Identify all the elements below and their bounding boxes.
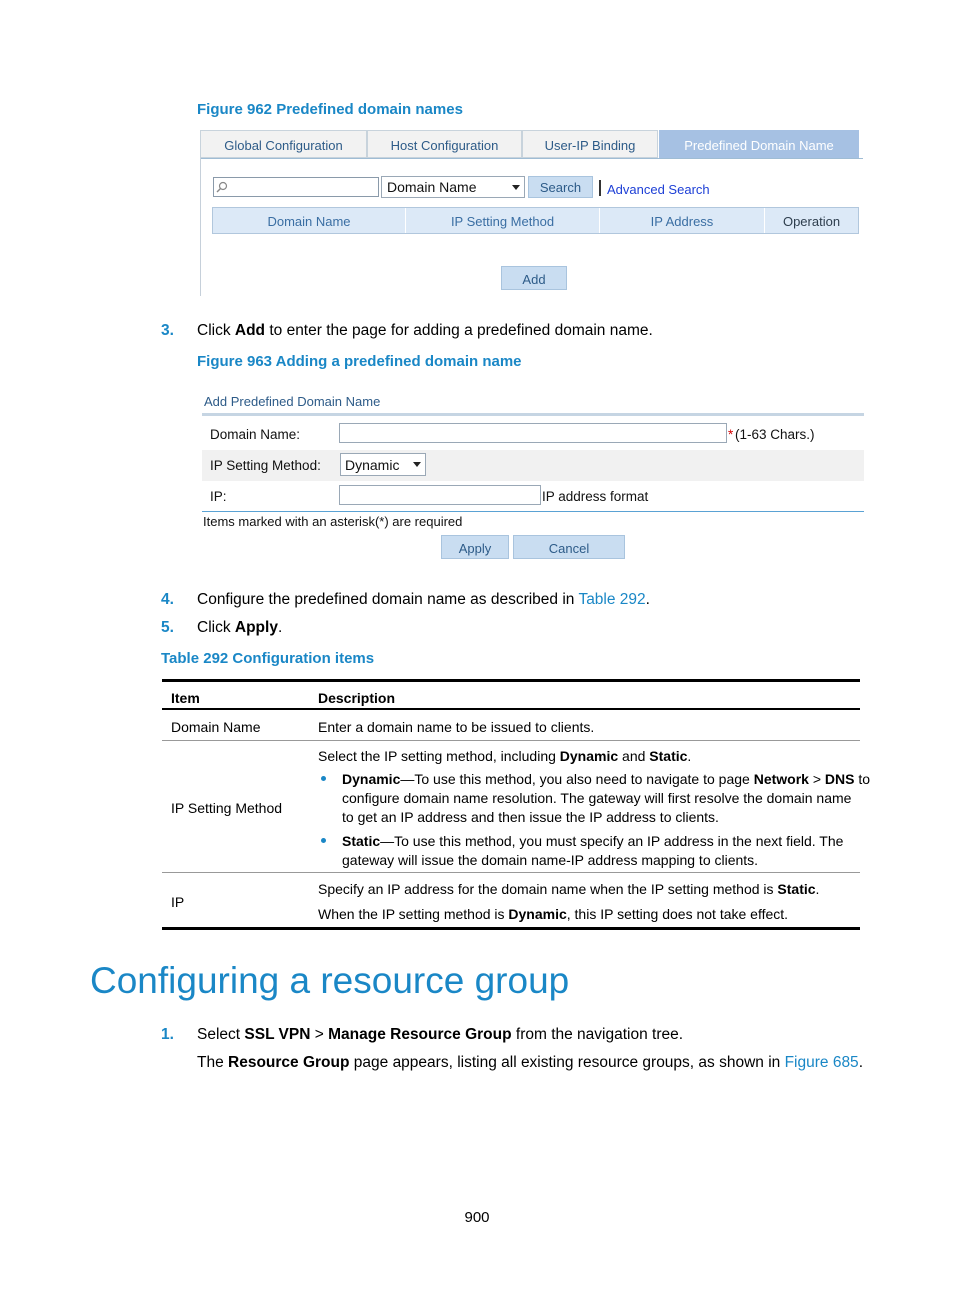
search-field-select[interactable] xyxy=(381,176,525,198)
tab-predefined-domain-name[interactable]: Predefined Domain Name xyxy=(659,130,859,158)
ip-setting-method-select[interactable] xyxy=(340,453,426,476)
step-text: Click xyxy=(197,619,235,636)
domain-table-header xyxy=(212,207,859,234)
figure-963-caption: Figure 963 Adding a predefined domain name xyxy=(197,353,522,370)
step-number: 1. xyxy=(161,1026,174,1043)
row-desc-ip-setting-intro: Select the IP setting method, including Dynamic and Static. xyxy=(318,748,692,764)
tab-bar xyxy=(200,130,863,159)
form-title: Add Predefined Domain Name xyxy=(204,394,381,409)
dynamic-bullet-line-2: configure domain name resolution. The gateway will first resolve the domain name xyxy=(342,790,852,806)
col-ip-address[interactable]: IP Address xyxy=(600,208,765,233)
step-number: 4. xyxy=(161,591,174,608)
static-bullet-line-2: gateway will issue the domain name-IP address mapping to clients. xyxy=(342,852,759,868)
required-note: Items marked with an asterisk(*) are required xyxy=(203,514,463,529)
search-icon xyxy=(216,181,228,193)
step-text: Select xyxy=(197,1026,245,1043)
title-rule xyxy=(202,413,864,416)
col-operation: Operation xyxy=(782,214,841,229)
step-text: . xyxy=(858,1054,863,1071)
static-bullet-line-1: Static—To use this method, you must specify an IP address in the next field. The xyxy=(342,833,844,849)
chevron-down-icon xyxy=(512,185,520,190)
table-top-rule xyxy=(162,679,860,682)
step-bold: Resource Group xyxy=(228,1054,350,1071)
search-field-value: Domain Name xyxy=(387,179,477,195)
ip-row xyxy=(202,481,864,512)
ip-setting-method-row xyxy=(202,450,864,481)
ip-setting-method-value: Dynamic xyxy=(345,457,400,473)
header-description: Description xyxy=(318,690,396,706)
tab-user-ip-binding[interactable]: User-IP Binding xyxy=(522,130,658,158)
step-text: . xyxy=(645,591,650,608)
advanced-search-link[interactable]: Advanced Search xyxy=(607,182,710,197)
header-rule xyxy=(162,708,860,710)
section-heading: Configuring a resource group xyxy=(90,960,570,1001)
step-bold: SSL VPN xyxy=(244,1026,311,1043)
table-292-link[interactable]: Table 292 xyxy=(578,591,646,608)
predefined-domain-names-figure xyxy=(200,130,863,296)
step-text: to enter the page for adding a predefined domain name. xyxy=(265,322,653,339)
ip-label: IP: xyxy=(210,489,227,504)
page-number: 900 xyxy=(464,1209,490,1226)
row-item-ip: IP xyxy=(171,894,185,910)
step-text: > xyxy=(310,1026,329,1043)
table-bottom-rule xyxy=(162,927,860,930)
step-bold: Add xyxy=(234,322,266,339)
row-divider xyxy=(162,872,860,873)
domain-name-label: Domain Name: xyxy=(210,427,301,442)
bullet-icon xyxy=(321,776,326,781)
ip-hint: IP address format xyxy=(542,489,649,504)
step-text: Configure the predefined domain name as described in xyxy=(197,591,579,608)
panel-left-border xyxy=(200,158,201,296)
header-item: Item xyxy=(171,690,200,706)
step-bold: Manage Resource Group xyxy=(328,1026,512,1043)
step-number: 5. xyxy=(161,619,174,636)
bullet-icon xyxy=(321,838,326,843)
figure-962-caption: Figure 962 Predefined domain names xyxy=(197,101,463,118)
add-predefined-domain-figure xyxy=(202,392,864,562)
domain-name-hint: (1-63 Chars.) xyxy=(735,427,815,442)
separator xyxy=(599,180,601,196)
search-button[interactable]: Search xyxy=(528,176,593,198)
domain-name-row xyxy=(202,419,864,450)
domain-name-input[interactable] xyxy=(339,423,727,443)
step-bold: Apply xyxy=(234,619,278,636)
search-input[interactable] xyxy=(213,177,379,197)
apply-button[interactable]: Apply xyxy=(441,535,509,559)
dynamic-bullet-line-3: to get an IP address and then issue the IP address to clients. xyxy=(342,809,719,825)
ip-input[interactable] xyxy=(339,485,541,505)
required-asterisk: * xyxy=(728,427,734,442)
step-number: 3. xyxy=(161,322,174,339)
row-desc-domain-name: Enter a domain name to be issued to clients. xyxy=(318,719,595,735)
cancel-button[interactable]: Cancel xyxy=(513,535,625,559)
step-text: page appears, listing all existing resource groups, as shown in xyxy=(349,1054,785,1071)
row-desc-ip-line-2: When the IP setting method is Dynamic, this IP setting does not take effect. xyxy=(318,906,789,922)
row-desc-ip-line-1: Specify an IP address for the domain name when the IP setting method is Static. xyxy=(318,881,820,897)
row-divider xyxy=(162,740,860,741)
step-text: The xyxy=(197,1054,229,1071)
row-item-ip-setting-method: IP Setting Method xyxy=(171,800,283,816)
col-domain-name[interactable]: Domain Name xyxy=(213,208,406,233)
tab-host-configuration[interactable]: Host Configuration xyxy=(367,130,522,158)
table-292-caption: Table 292 Configuration items xyxy=(161,650,375,667)
form-bottom-rule xyxy=(202,511,864,512)
ip-setting-method-label: IP Setting Method: xyxy=(210,458,321,473)
row-item-domain-name: Domain Name xyxy=(171,719,261,735)
step-text: from the navigation tree. xyxy=(511,1026,684,1043)
step-text: . xyxy=(277,619,283,636)
step-text: Click xyxy=(197,322,235,339)
tab-global-configuration[interactable]: Global Configuration xyxy=(200,130,367,158)
add-button[interactable]: Add xyxy=(501,266,567,290)
figure-685-link[interactable]: Figure 685 xyxy=(784,1054,859,1071)
dynamic-bullet-line-1: Dynamic—To use this method, you also need to navigate to page Network > DNS to xyxy=(342,771,871,787)
col-ip-setting-method[interactable]: IP Setting Method xyxy=(406,208,600,233)
chevron-down-icon xyxy=(413,462,421,467)
